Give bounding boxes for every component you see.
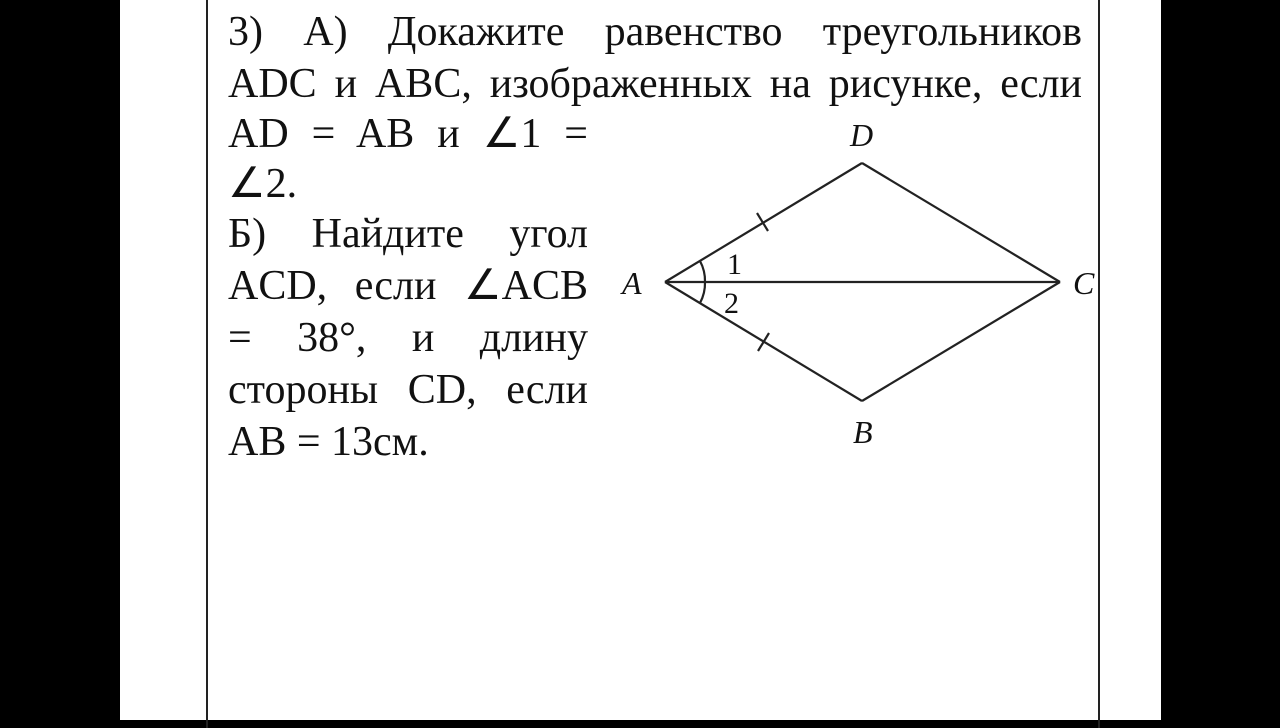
problem-line-1: 3) А) Докажите равенство треугольников (228, 9, 1082, 55)
vertex-label-d: D (850, 117, 874, 153)
problem-line-6: ACD, если ∠ACB (228, 263, 588, 309)
problem-line-8: стороны CD, если (228, 367, 588, 413)
angle-arc-1 (700, 261, 705, 282)
problem-line-4: ∠2. (228, 161, 298, 207)
angle-label-2: 2 (724, 287, 739, 320)
problem-line-9: AB = 13см. (228, 419, 429, 465)
problem-line-3: AD = AB и ∠1 = (228, 111, 588, 157)
problem-line-2: ADC и ABC, изображенных на рисунке, если (228, 61, 1082, 107)
rhombus-figure (610, 110, 1110, 460)
problem-line-7: = 38°, и длину (228, 315, 588, 361)
tick-mark-ab (758, 333, 769, 351)
side-dc (862, 163, 1060, 282)
vertex-label-c: C (1073, 265, 1095, 301)
angle-label-1: 1 (727, 248, 742, 281)
vertex-label-b: B (853, 414, 873, 450)
side-cb (862, 282, 1060, 401)
problem-line-5: Б) Найдите угол (228, 211, 588, 257)
vertex-label-a: A (622, 265, 642, 301)
angle-arc-2 (700, 282, 705, 303)
